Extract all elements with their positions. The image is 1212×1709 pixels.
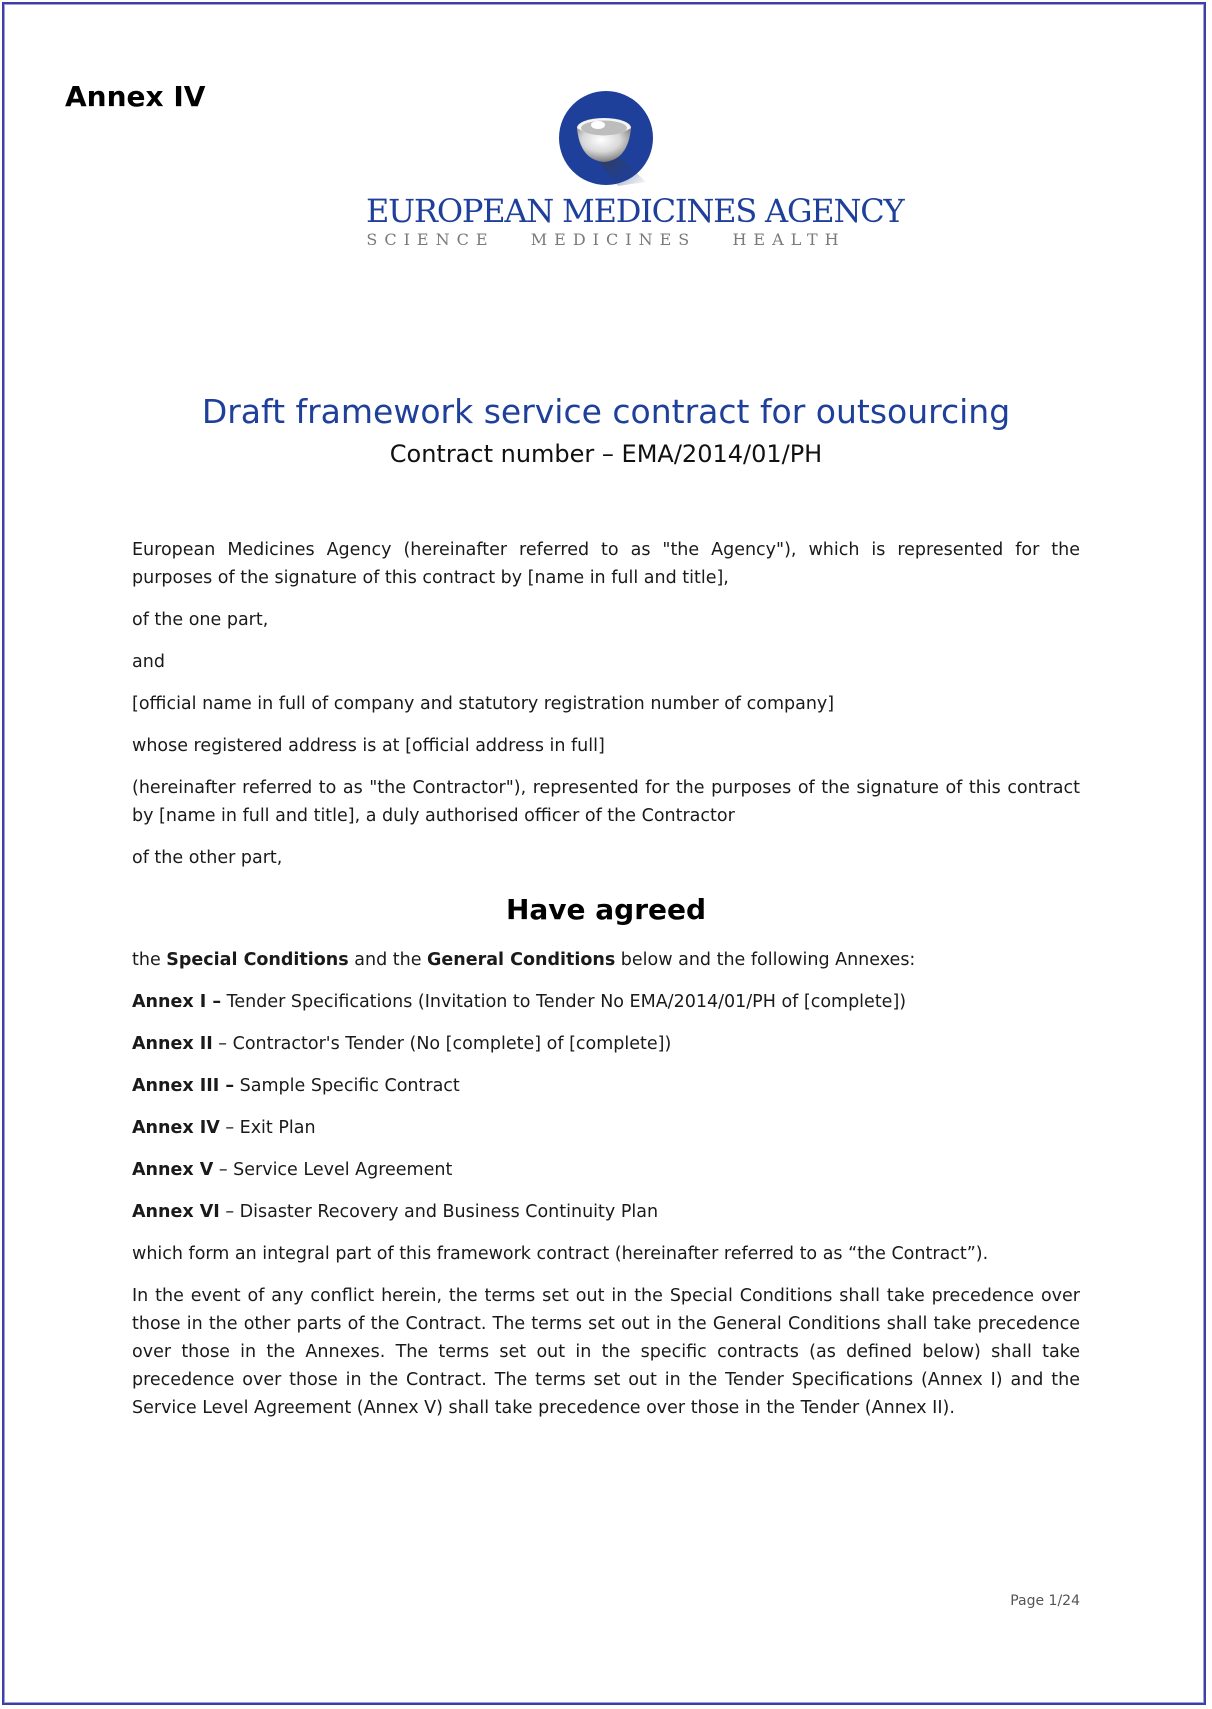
annex-item-label: Annex III – (132, 1076, 235, 1096)
annex-item-text: – Exit Plan (219, 1118, 316, 1138)
general-conditions-term: General Conditions (427, 950, 616, 970)
conditions-intro (132, 946, 1080, 974)
annex-item-label: Annex VI (132, 1202, 220, 1222)
annex-item (132, 1114, 1080, 1142)
document-body (132, 536, 1080, 1436)
company-name-line: [official name in full of company and statutory registration number of company] (132, 694, 835, 714)
annex-item-text: Sample Specific Contract (234, 1076, 460, 1096)
annex-item (132, 1156, 1080, 1184)
contractor-party: (hereinafter referred to as "the Contractor"), represented for the purposes of the signature of this contract by [name in full and title], a duly authorised officer of the Contractor (132, 778, 1080, 826)
have-agreed-heading: Have agreed (505, 893, 707, 926)
annex-label: Annex IV (65, 80, 206, 113)
precedence-clause: In the event of any conflict herein, the terms set out in the Special Conditions shall take precedence over those in the other parts of the Contract. The terms set out in the General Conditions shall take precedence over those in the Annexes. The terms set out in the specific contracts (as defined below) shall take precedence over those in the Contract. The terms set out in the Tender Specifications (Annex I) and the Service Level Agreement (Annex V) shall take precedence over those in the Tender (Annex II). (132, 1286, 1080, 1418)
contract-number: Contract number – EMA/2014/01/PH (389, 440, 823, 468)
intro-middle: and the (348, 950, 428, 970)
annex-item-text: – Service Level Agreement (213, 1160, 453, 1180)
other-part-line: of the other part, (132, 848, 283, 868)
special-conditions-term: Special Conditions (166, 950, 349, 970)
annex-item (132, 1198, 1080, 1226)
ema-logo (366, 88, 904, 258)
annex-item-label: Annex IV (132, 1118, 220, 1138)
annex-item-text: – Contractor's Tender (No [complete] of [complete]) (212, 1034, 672, 1054)
annex-item-text: Tender Specifications (Invitation to Tender No EMA/2014/01/PH of [complete]) (221, 992, 907, 1012)
ema-emblem-icon (558, 90, 654, 186)
page-number: Page 1/24 (1010, 1593, 1080, 1609)
and-line: and (132, 652, 165, 672)
annex-item-text: – Disaster Recovery and Business Continuity Plan (219, 1202, 659, 1222)
intro-suffix: below and the following Annexes: (615, 950, 916, 970)
annex-item-label: Annex I – (132, 992, 222, 1012)
one-part-line: of the one part, (132, 610, 269, 630)
ema-logo-tagline: SCIENCE MEDICINES HEALTH (366, 230, 846, 249)
intro-prefix: the (132, 950, 167, 970)
ema-logo-name: EUROPEAN MEDICINES AGENCY (366, 192, 904, 230)
document-title: Draft framework service contract for outsourcing (201, 392, 1011, 431)
annex-item-label: Annex II (132, 1034, 213, 1054)
annex-item-label: Annex V (132, 1160, 214, 1180)
annex-item (132, 1030, 1080, 1058)
registered-address-line: whose registered address is at [official address in full] (132, 736, 605, 756)
annex-item (132, 1072, 1080, 1100)
integral-part-statement: which form an integral part of this framework contract (hereinafter referred to as “the Contract”). (132, 1244, 989, 1264)
annex-item (132, 988, 1080, 1016)
agency-party: European Medicines Agency (hereinafter referred to as "the Agency"), which is represented for the purposes of the signature of this contract by [name in full and title], (132, 540, 1080, 588)
